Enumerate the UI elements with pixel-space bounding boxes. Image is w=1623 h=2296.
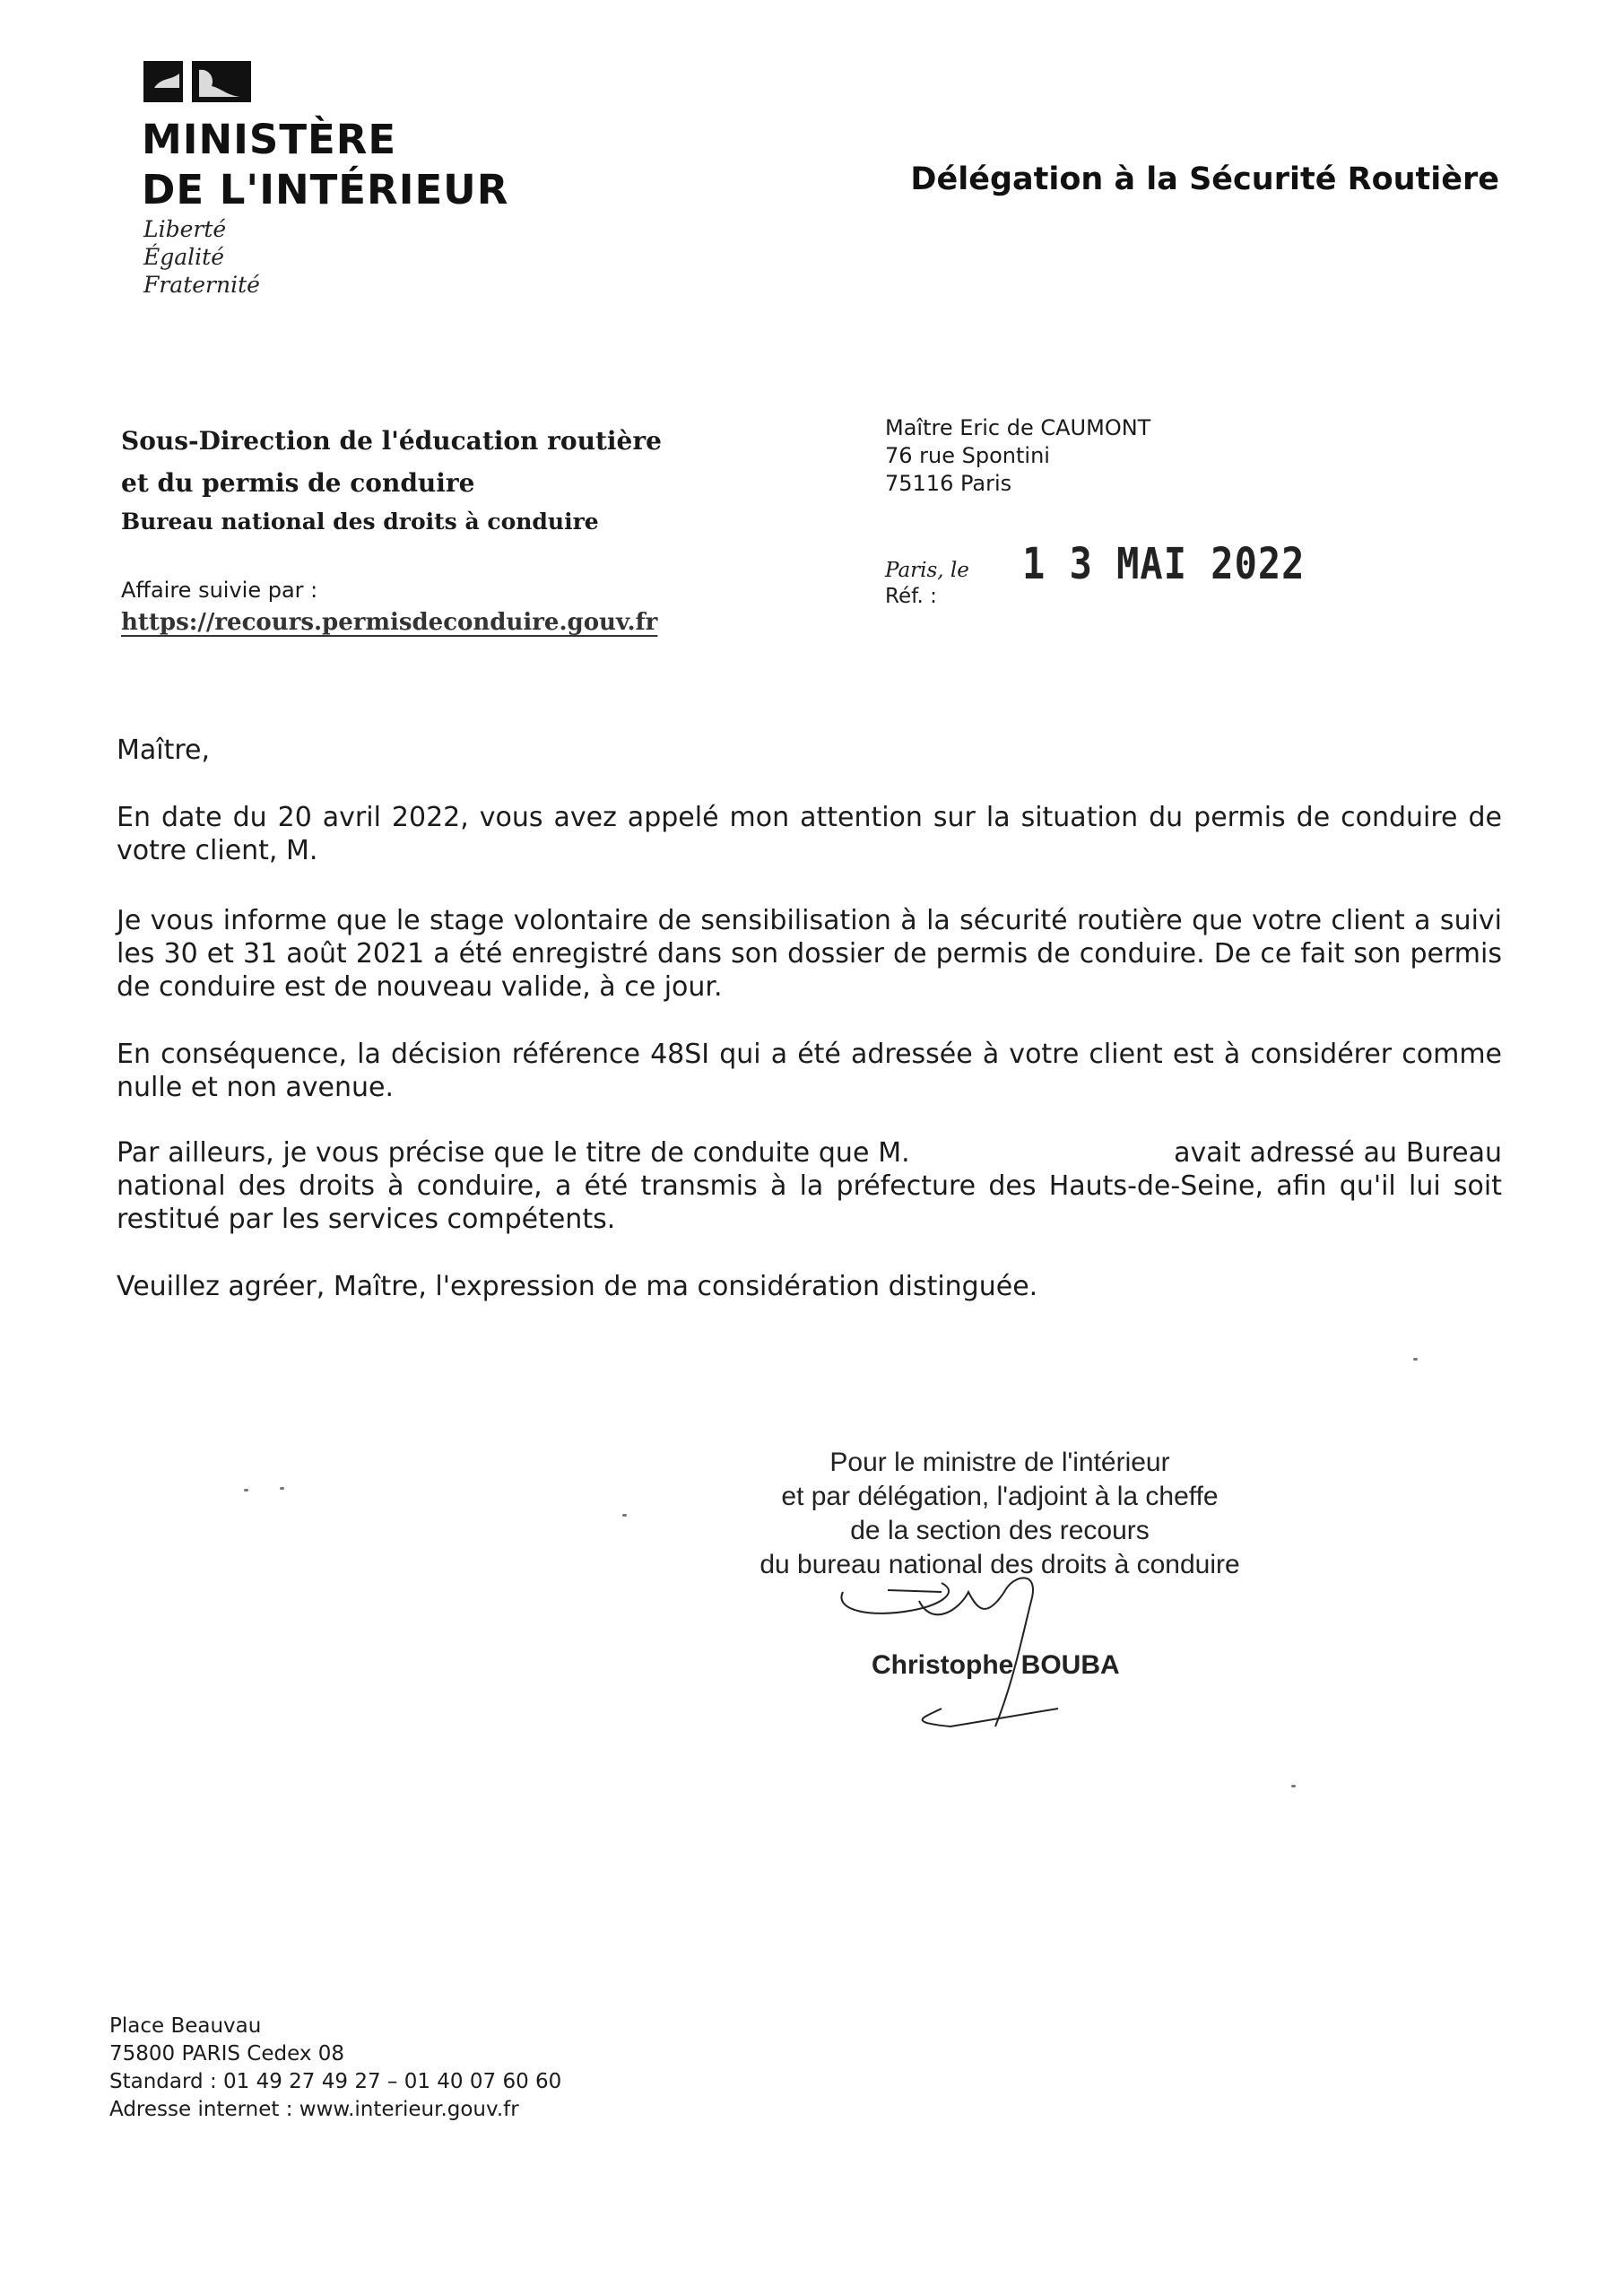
footer-line3: Standard : 01 49 27 49 27 – 01 40 07 60 60 (109, 2070, 562, 2093)
signer-name: Christophe BOUBA (872, 1650, 1120, 1680)
scan-speck (1413, 1358, 1418, 1361)
footer-line4: Adresse internet : www.interieur.gouv.fr (109, 2098, 519, 2121)
footer-line1: Place Beauvau (109, 2014, 262, 2038)
paragraph-2: Je vous informe que le stage volontaire de sensibilisation à la sécurité routière que votre client a suivi les 30 et 31 août 2021 a été enregistré dans son dossier de permis de conduire. De ce fait son permis de conduire est de nouveau valide, à ce jour. (117, 905, 1502, 1003)
motto-liberte: Liberté (143, 216, 227, 242)
republic-motto (143, 215, 260, 299)
affaire-label: Affaire suivie par : (121, 578, 318, 603)
place-label: Paris, le (885, 559, 969, 582)
scan-speck (280, 1487, 284, 1490)
signature-line1: Pour le ministre de l'intérieur (829, 1448, 1170, 1477)
affaire-block (121, 574, 657, 639)
addressee-block (885, 414, 1150, 498)
signature-line4: du bureau national des droits à conduire (759, 1550, 1240, 1579)
paragraph-3: En conséquence, la décision référence 48SI qui a été adressée à votre client est à considérer comme nulle et non avenue. (117, 1039, 1502, 1103)
paragraph-4: Par ailleurs, je vous précise que le titre de conduite que M. avait adressé au Bureau national des droits à conduire, a été transmis à la préfecture des Hauts-de-Seine, afin qu'il lui soit restitué par les services compétents. (117, 1137, 1511, 1235)
scan-speck (622, 1514, 627, 1517)
footer-line2: 75800 PARIS Cedex 08 (109, 2042, 345, 2066)
marianne-logo-icon (143, 61, 251, 102)
delegation-title: Délégation à la Sécurité Routière (910, 161, 1499, 197)
scan-speck (1291, 1785, 1296, 1787)
closing-formula: Veuillez agréer, Maître, l'expression de ma considération distinguée. (117, 1271, 1038, 1302)
addressee-name: Maître Eric de CAUMONT (885, 415, 1151, 440)
paragraph-1: En date du 20 avril 2022, vous avez appelé mon attention sur la situation du permis de conduire de votre client, M. (117, 802, 1502, 866)
date-stamp: 1 3 MAI 2022 (1022, 538, 1306, 589)
signature-line3: de la section des recours (850, 1516, 1150, 1545)
scan-speck (244, 1489, 248, 1492)
ministry-line2: DE L'INTÉRIEUR (142, 166, 509, 213)
salutation: Maître, (117, 735, 211, 766)
reference-label: Réf. : (885, 585, 937, 608)
addressee-street: 76 rue Spontini (885, 443, 1050, 468)
sender-line1: Sous-Direction de l'éducation routière (121, 426, 662, 456)
sender-line2: et du permis de conduire (121, 468, 475, 498)
addressee-city: 75116 Paris (885, 471, 1012, 496)
sender-department (121, 420, 662, 540)
signature-block (708, 1446, 1291, 1582)
affaire-url-link[interactable]: https://recours.permisdeconduire.gouv.fr (121, 609, 658, 636)
footer-address (109, 2013, 561, 2124)
signature-line2: et par délégation, l'adjoint à la cheffe (781, 1482, 1219, 1511)
sender-line3: Bureau national des droits à conduire (121, 509, 599, 535)
motto-fraternite: Fraternité (143, 272, 260, 298)
motto-egalite: Égalité (143, 244, 224, 270)
ministry-line1: MINISTÈRE (142, 116, 397, 163)
ministry-name (142, 115, 508, 215)
